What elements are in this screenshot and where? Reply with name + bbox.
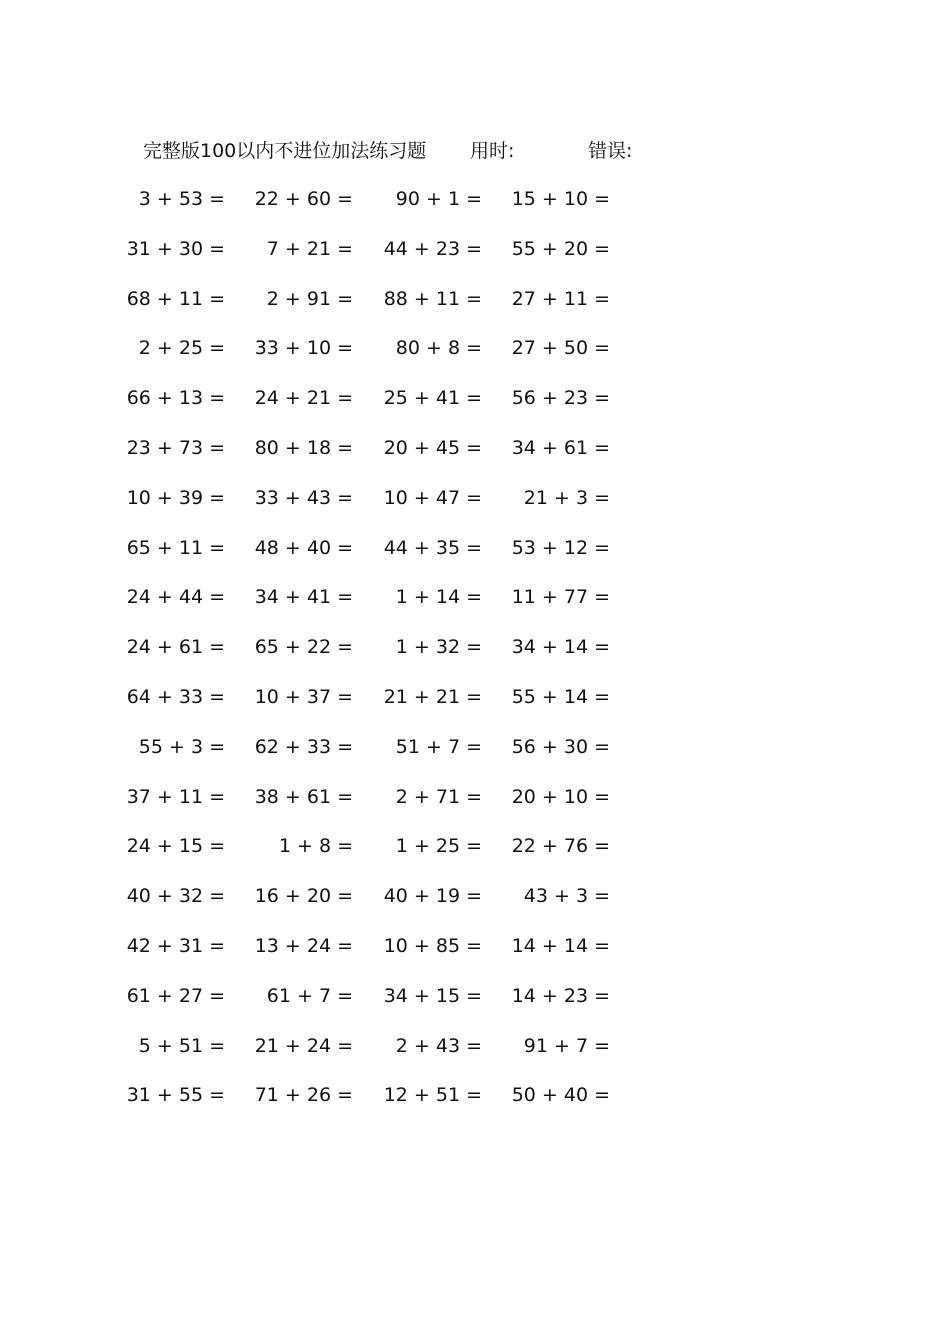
problem-item: 38 + 61 = <box>254 785 353 808</box>
errors-label: 错误: <box>588 140 633 162</box>
problem-item: 2 + 71 = <box>395 785 482 808</box>
problem-item: 27 + 50 = <box>511 337 610 360</box>
worksheet-header <box>0 136 950 166</box>
problem-row <box>0 1031 950 1081</box>
problem-item: 10 + 47 = <box>383 486 482 509</box>
problem-row <box>0 881 950 931</box>
problem-item: 1 + 25 = <box>395 835 482 858</box>
problem-item: 44 + 35 = <box>383 536 482 559</box>
problem-item: 53 + 12 = <box>511 536 610 559</box>
worksheet-title: 完整版100以内不进位加法练习题 <box>143 140 427 162</box>
problem-item: 16 + 20 = <box>254 885 353 908</box>
problem-row <box>0 1080 950 1130</box>
problem-item: 33 + 43 = <box>254 486 353 509</box>
problem-item: 34 + 41 = <box>254 586 353 609</box>
problem-item: 34 + 61 = <box>511 436 610 459</box>
problem-row <box>0 931 950 981</box>
problem-item: 65 + 11 = <box>126 536 225 559</box>
problem-item: 61 + 27 = <box>126 984 225 1007</box>
problem-item: 34 + 14 = <box>511 636 610 659</box>
problem-item: 24 + 15 = <box>126 835 225 858</box>
problem-row <box>0 533 950 583</box>
problem-item: 20 + 10 = <box>511 785 610 808</box>
problem-row <box>0 632 950 682</box>
problem-item: 10 + 39 = <box>126 486 225 509</box>
problem-item: 64 + 33 = <box>126 685 225 708</box>
problem-item: 37 + 11 = <box>126 785 225 808</box>
problem-item: 22 + 60 = <box>254 188 353 210</box>
problem-item: 71 + 26 = <box>254 1084 353 1107</box>
problem-row <box>0 333 950 383</box>
problem-item: 56 + 23 = <box>511 387 610 410</box>
problem-item: 1 + 32 = <box>395 636 482 659</box>
problem-item: 15 + 10 = <box>511 188 610 210</box>
problem-item: 27 + 11 = <box>511 287 610 310</box>
problem-item: 34 + 15 = <box>383 984 482 1007</box>
problem-item: 55 + 20 = <box>511 237 610 260</box>
problem-row <box>0 682 950 732</box>
problem-item: 20 + 45 = <box>383 436 482 459</box>
problem-item: 2 + 25 = <box>138 337 225 360</box>
problem-item: 7 + 21 = <box>266 237 353 260</box>
problem-item: 1 + 8 = <box>278 835 353 858</box>
problem-item: 43 + 3 = <box>523 885 610 908</box>
problem-row <box>0 234 950 284</box>
time-label: 用时: <box>470 140 515 162</box>
problem-item: 22 + 76 = <box>511 835 610 858</box>
problem-item: 48 + 40 = <box>254 536 353 559</box>
problem-item: 91 + 7 = <box>523 1034 610 1057</box>
problem-row <box>0 981 950 1031</box>
problem-item: 14 + 14 = <box>511 934 610 957</box>
problem-item: 12 + 51 = <box>383 1084 482 1107</box>
problem-item: 31 + 30 = <box>126 237 225 260</box>
problem-item: 33 + 10 = <box>254 337 353 360</box>
problem-item: 61 + 7 = <box>266 984 353 1007</box>
problem-item: 51 + 7 = <box>395 735 482 758</box>
problem-item: 55 + 14 = <box>511 685 610 708</box>
problem-item: 25 + 41 = <box>383 387 482 410</box>
problem-row <box>0 782 950 832</box>
problem-item: 40 + 19 = <box>383 885 482 908</box>
problem-item: 10 + 85 = <box>383 934 482 957</box>
problem-item: 21 + 24 = <box>254 1034 353 1057</box>
problem-row <box>0 732 950 782</box>
problem-row <box>0 582 950 632</box>
problem-item: 24 + 44 = <box>126 586 225 609</box>
problem-row <box>0 184 950 234</box>
problem-item: 80 + 18 = <box>254 436 353 459</box>
problem-item: 21 + 3 = <box>523 486 610 509</box>
problem-item: 88 + 11 = <box>383 287 482 310</box>
problem-item: 44 + 23 = <box>383 237 482 260</box>
problem-item: 2 + 91 = <box>266 287 353 310</box>
problem-row <box>0 483 950 533</box>
problem-grid <box>0 184 950 1130</box>
problem-item: 80 + 8 = <box>395 337 482 360</box>
problem-item: 11 + 77 = <box>511 586 610 609</box>
problem-item: 3 + 53 = <box>138 188 225 210</box>
problem-item: 31 + 55 = <box>126 1084 225 1107</box>
problem-row <box>0 383 950 433</box>
problem-item: 66 + 13 = <box>126 387 225 410</box>
problem-row <box>0 284 950 334</box>
problem-item: 23 + 73 = <box>126 436 225 459</box>
problem-item: 13 + 24 = <box>254 934 353 957</box>
problem-item: 24 + 21 = <box>254 387 353 410</box>
problem-item: 21 + 21 = <box>383 685 482 708</box>
problem-item: 56 + 30 = <box>511 735 610 758</box>
problem-item: 42 + 31 = <box>126 934 225 957</box>
problem-item: 1 + 14 = <box>395 586 482 609</box>
problem-item: 50 + 40 = <box>511 1084 610 1107</box>
problem-item: 68 + 11 = <box>126 287 225 310</box>
problem-item: 65 + 22 = <box>254 636 353 659</box>
problem-item: 10 + 37 = <box>254 685 353 708</box>
problem-row <box>0 433 950 483</box>
problem-item: 24 + 61 = <box>126 636 225 659</box>
problem-item: 40 + 32 = <box>126 885 225 908</box>
problem-item: 2 + 43 = <box>395 1034 482 1057</box>
problem-item: 90 + 1 = <box>395 188 482 210</box>
problem-item: 62 + 33 = <box>254 735 353 758</box>
problem-item: 14 + 23 = <box>511 984 610 1007</box>
problem-row <box>0 831 950 881</box>
problem-item: 5 + 51 = <box>138 1034 225 1057</box>
problem-item: 55 + 3 = <box>138 735 225 758</box>
